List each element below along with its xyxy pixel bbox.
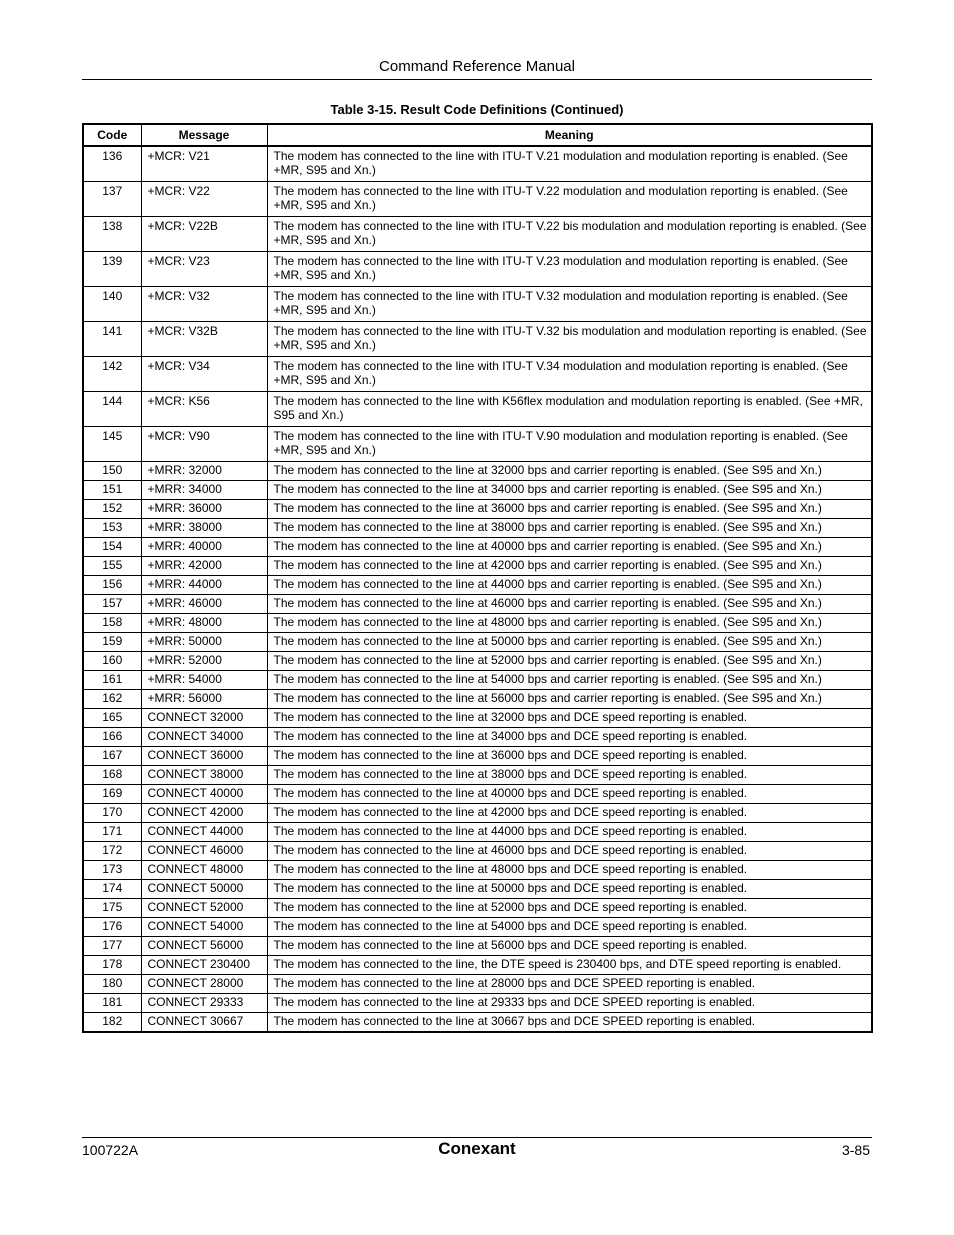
result-code-table-container [82,123,871,1033]
table-row [83,500,872,519]
cell-code: 168 [83,766,141,785]
cell-meaning: The modem has connected to the line with ITU-T V.90 modulation and modulation reporting is enabled. (See +MR, S95 and Xn.) [267,427,872,462]
cell-meaning: The modem has connected to the line at 52000 bps and carrier reporting is enabled. (See S95 and Xn.) [267,652,872,671]
cell-code: 156 [83,576,141,595]
cell-meaning: The modem has connected to the line at 56000 bps and DCE speed reporting is enabled. [267,937,872,956]
cell-code: 165 [83,709,141,728]
table-row [83,182,872,217]
cell-code: 169 [83,785,141,804]
cell-code: 144 [83,392,141,427]
column-header-code: Code [83,124,141,146]
table-row [83,899,872,918]
cell-message: +MRR: 50000 [141,633,267,652]
header-rule [82,79,872,80]
table-row [83,614,872,633]
cell-meaning: The modem has connected to the line at 50000 bps and DCE speed reporting is enabled. [267,880,872,899]
cell-code: 154 [83,538,141,557]
cell-message: +MRR: 48000 [141,614,267,633]
cell-message: CONNECT 42000 [141,804,267,823]
cell-code: 155 [83,557,141,576]
cell-message: +MRR: 46000 [141,595,267,614]
table-row [83,994,872,1013]
cell-meaning: The modem has connected to the line at 36000 bps and carrier reporting is enabled. (See S95 and Xn.) [267,500,872,519]
cell-code: 181 [83,994,141,1013]
cell-message: CONNECT 56000 [141,937,267,956]
cell-meaning: The modem has connected to the line at 46000 bps and carrier reporting is enabled. (See S95 and Xn.) [267,595,872,614]
table-row [83,975,872,994]
cell-meaning: The modem has connected to the line at 32000 bps and DCE speed reporting is enabled. [267,709,872,728]
cell-message: +MCR: V21 [141,146,267,182]
cell-message: CONNECT 28000 [141,975,267,994]
table-row [83,804,872,823]
table-row [83,576,872,595]
table-row [83,462,872,481]
cell-code: 171 [83,823,141,842]
cell-message: CONNECT 29333 [141,994,267,1013]
cell-message: +MRR: 54000 [141,671,267,690]
table-caption: Table 3-15. Result Code Definitions (Continued) [330,102,624,117]
cell-code: 138 [83,217,141,252]
cell-meaning: The modem has connected to the line at 48000 bps and carrier reporting is enabled. (See S95 and Xn.) [267,614,872,633]
cell-code: 142 [83,357,141,392]
cell-meaning: The modem has connected to the line with ITU-T V.32 bis modulation and modulation reporting is enabled. (See +MR, S95 and Xn.) [267,322,872,357]
table-row [83,728,872,747]
cell-message: CONNECT 32000 [141,709,267,728]
cell-message: CONNECT 44000 [141,823,267,842]
table-row [83,671,872,690]
cell-code: 151 [83,481,141,500]
table-row [83,690,872,709]
footer-brand: Conexant [438,1139,516,1158]
page-header-title: Command Reference Manual [379,58,575,75]
cell-meaning: The modem has connected to the line at 42000 bps and DCE speed reporting is enabled. [267,804,872,823]
cell-message: +MCR: V22 [141,182,267,217]
cell-message: +MRR: 32000 [141,462,267,481]
cell-meaning: The modem has connected to the line with ITU-T V.22 bis modulation and modulation reporting is enabled. (See +MR, S95 and Xn.) [267,217,872,252]
cell-code: 136 [83,146,141,182]
cell-meaning: The modem has connected to the line with ITU-T V.34 modulation and modulation reporting is enabled. (See +MR, S95 and Xn.) [267,357,872,392]
cell-code: 157 [83,595,141,614]
table-row [83,217,872,252]
cell-meaning: The modem has connected to the line at 48000 bps and DCE speed reporting is enabled. [267,861,872,880]
cell-meaning: The modem has connected to the line at 46000 bps and DCE speed reporting is enabled. [267,842,872,861]
cell-meaning: The modem has connected to the line at 42000 bps and carrier reporting is enabled. (See S95 and Xn.) [267,557,872,576]
cell-code: 139 [83,252,141,287]
table-row [83,861,872,880]
table-row [83,481,872,500]
cell-meaning: The modem has connected to the line with ITU-T V.21 modulation and modulation reporting is enabled. (See +MR, S95 and Xn.) [267,146,872,182]
cell-meaning: The modem has connected to the line at 28000 bps and DCE SPEED reporting is enabled. [267,975,872,994]
cell-code: 141 [83,322,141,357]
cell-message: +MCR: V22B [141,217,267,252]
footer-doc-number: 100722A [82,1142,139,1158]
cell-meaning: The modem has connected to the line at 30667 bps and DCE SPEED reporting is enabled. [267,1013,872,1033]
table-row [83,357,872,392]
cell-code: 177 [83,937,141,956]
cell-code: 145 [83,427,141,462]
cell-message: +MCR: V23 [141,252,267,287]
cell-code: 166 [83,728,141,747]
cell-message: +MCR: V32 [141,287,267,322]
cell-message: CONNECT 48000 [141,861,267,880]
cell-message: CONNECT 30667 [141,1013,267,1033]
cell-meaning: The modem has connected to the line at 44000 bps and DCE speed reporting is enabled. [267,823,872,842]
table-row [83,427,872,462]
cell-meaning: The modem has connected to the line with ITU-T V.32 modulation and modulation reporting is enabled. (See +MR, S95 and Xn.) [267,287,872,322]
cell-meaning: The modem has connected to the line at 38000 bps and carrier reporting is enabled. (See S95 and Xn.) [267,519,872,538]
table-row [83,766,872,785]
cell-message: CONNECT 38000 [141,766,267,785]
cell-meaning: The modem has connected to the line with ITU-T V.23 modulation and modulation reporting is enabled. (See +MR, S95 and Xn.) [267,252,872,287]
cell-meaning: The modem has connected to the line at 56000 bps and carrier reporting is enabled. (See S95 and Xn.) [267,690,872,709]
table-row [83,918,872,937]
cell-message: CONNECT 50000 [141,880,267,899]
cell-meaning: The modem has connected to the line at 54000 bps and DCE speed reporting is enabled. [267,918,872,937]
cell-meaning: The modem has connected to the line, the DTE speed is 230400 bps, and DTE speed reporting is enabled. [267,956,872,975]
cell-meaning: The modem has connected to the line at 32000 bps and carrier reporting is enabled. (See S95 and Xn.) [267,462,872,481]
cell-code: 150 [83,462,141,481]
cell-code: 182 [83,1013,141,1033]
table-row [83,1013,872,1033]
cell-code: 173 [83,861,141,880]
cell-code: 162 [83,690,141,709]
cell-code: 175 [83,899,141,918]
cell-code: 178 [83,956,141,975]
footer-rule [82,1137,872,1138]
cell-code: 170 [83,804,141,823]
cell-code: 180 [83,975,141,994]
table-row [83,785,872,804]
cell-message: +MCR: K56 [141,392,267,427]
cell-meaning: The modem has connected to the line at 54000 bps and carrier reporting is enabled. (See S95 and Xn.) [267,671,872,690]
cell-code: 153 [83,519,141,538]
cell-message: +MRR: 52000 [141,652,267,671]
cell-code: 158 [83,614,141,633]
cell-message: +MCR: V32B [141,322,267,357]
cell-message: CONNECT 36000 [141,747,267,766]
cell-meaning: The modem has connected to the line at 38000 bps and DCE speed reporting is enabled. [267,766,872,785]
table-row [83,322,872,357]
cell-message: CONNECT 40000 [141,785,267,804]
table-row [83,392,872,427]
cell-meaning: The modem has connected to the line at 40000 bps and carrier reporting is enabled. (See S95 and Xn.) [267,538,872,557]
cell-code: 167 [83,747,141,766]
cell-message: CONNECT 54000 [141,918,267,937]
table-row [83,937,872,956]
table-row [83,652,872,671]
cell-message: CONNECT 52000 [141,899,267,918]
cell-meaning: The modem has connected to the line with K56flex modulation and modulation reporting is enabled. (See +MR, S95 and Xn.) [267,392,872,427]
cell-meaning: The modem has connected to the line at 36000 bps and DCE speed reporting is enabled. [267,747,872,766]
cell-message: CONNECT 230400 [141,956,267,975]
column-header-meaning: Meaning [267,124,872,146]
table-header-row [83,124,872,146]
cell-meaning: The modem has connected to the line at 34000 bps and DCE speed reporting is enabled. [267,728,872,747]
cell-code: 159 [83,633,141,652]
cell-message: CONNECT 46000 [141,842,267,861]
table-row [83,146,872,182]
column-header-message: Message [141,124,267,146]
table-row [83,633,872,652]
result-code-table [82,123,873,1033]
table-row [83,557,872,576]
cell-code: 140 [83,287,141,322]
table-row [83,823,872,842]
cell-code: 176 [83,918,141,937]
table-row [83,287,872,322]
table-row [83,595,872,614]
cell-message: +MRR: 40000 [141,538,267,557]
cell-meaning: The modem has connected to the line at 29333 bps and DCE SPEED reporting is enabled. [267,994,872,1013]
cell-message: +MRR: 36000 [141,500,267,519]
cell-message: +MCR: V34 [141,357,267,392]
table-row [83,956,872,975]
cell-meaning: The modem has connected to the line at 50000 bps and carrier reporting is enabled. (See S95 and Xn.) [267,633,872,652]
table-row [83,519,872,538]
table-row [83,880,872,899]
cell-code: 161 [83,671,141,690]
table-row [83,538,872,557]
table-row [83,842,872,861]
cell-message: +MRR: 42000 [141,557,267,576]
cell-message: +MRR: 38000 [141,519,267,538]
cell-message: +MRR: 44000 [141,576,267,595]
cell-meaning: The modem has connected to the line with ITU-T V.22 modulation and modulation reporting is enabled. (See +MR, S95 and Xn.) [267,182,872,217]
cell-message: +MRR: 56000 [141,690,267,709]
footer-page-number: 3-85 [841,1142,870,1158]
table-row [83,747,872,766]
table-body [83,146,872,1032]
cell-code: 172 [83,842,141,861]
cell-message: +MRR: 34000 [141,481,267,500]
cell-code: 152 [83,500,141,519]
table-row [83,709,872,728]
cell-meaning: The modem has connected to the line at 52000 bps and DCE speed reporting is enabled. [267,899,872,918]
cell-meaning: The modem has connected to the line at 40000 bps and DCE speed reporting is enabled. [267,785,872,804]
cell-code: 137 [83,182,141,217]
cell-message: +MCR: V90 [141,427,267,462]
cell-code: 174 [83,880,141,899]
table-row [83,252,872,287]
cell-code: 160 [83,652,141,671]
cell-meaning: The modem has connected to the line at 34000 bps and carrier reporting is enabled. (See S95 and Xn.) [267,481,872,500]
cell-meaning: The modem has connected to the line at 44000 bps and carrier reporting is enabled. (See S95 and Xn.) [267,576,872,595]
cell-message: CONNECT 34000 [141,728,267,747]
